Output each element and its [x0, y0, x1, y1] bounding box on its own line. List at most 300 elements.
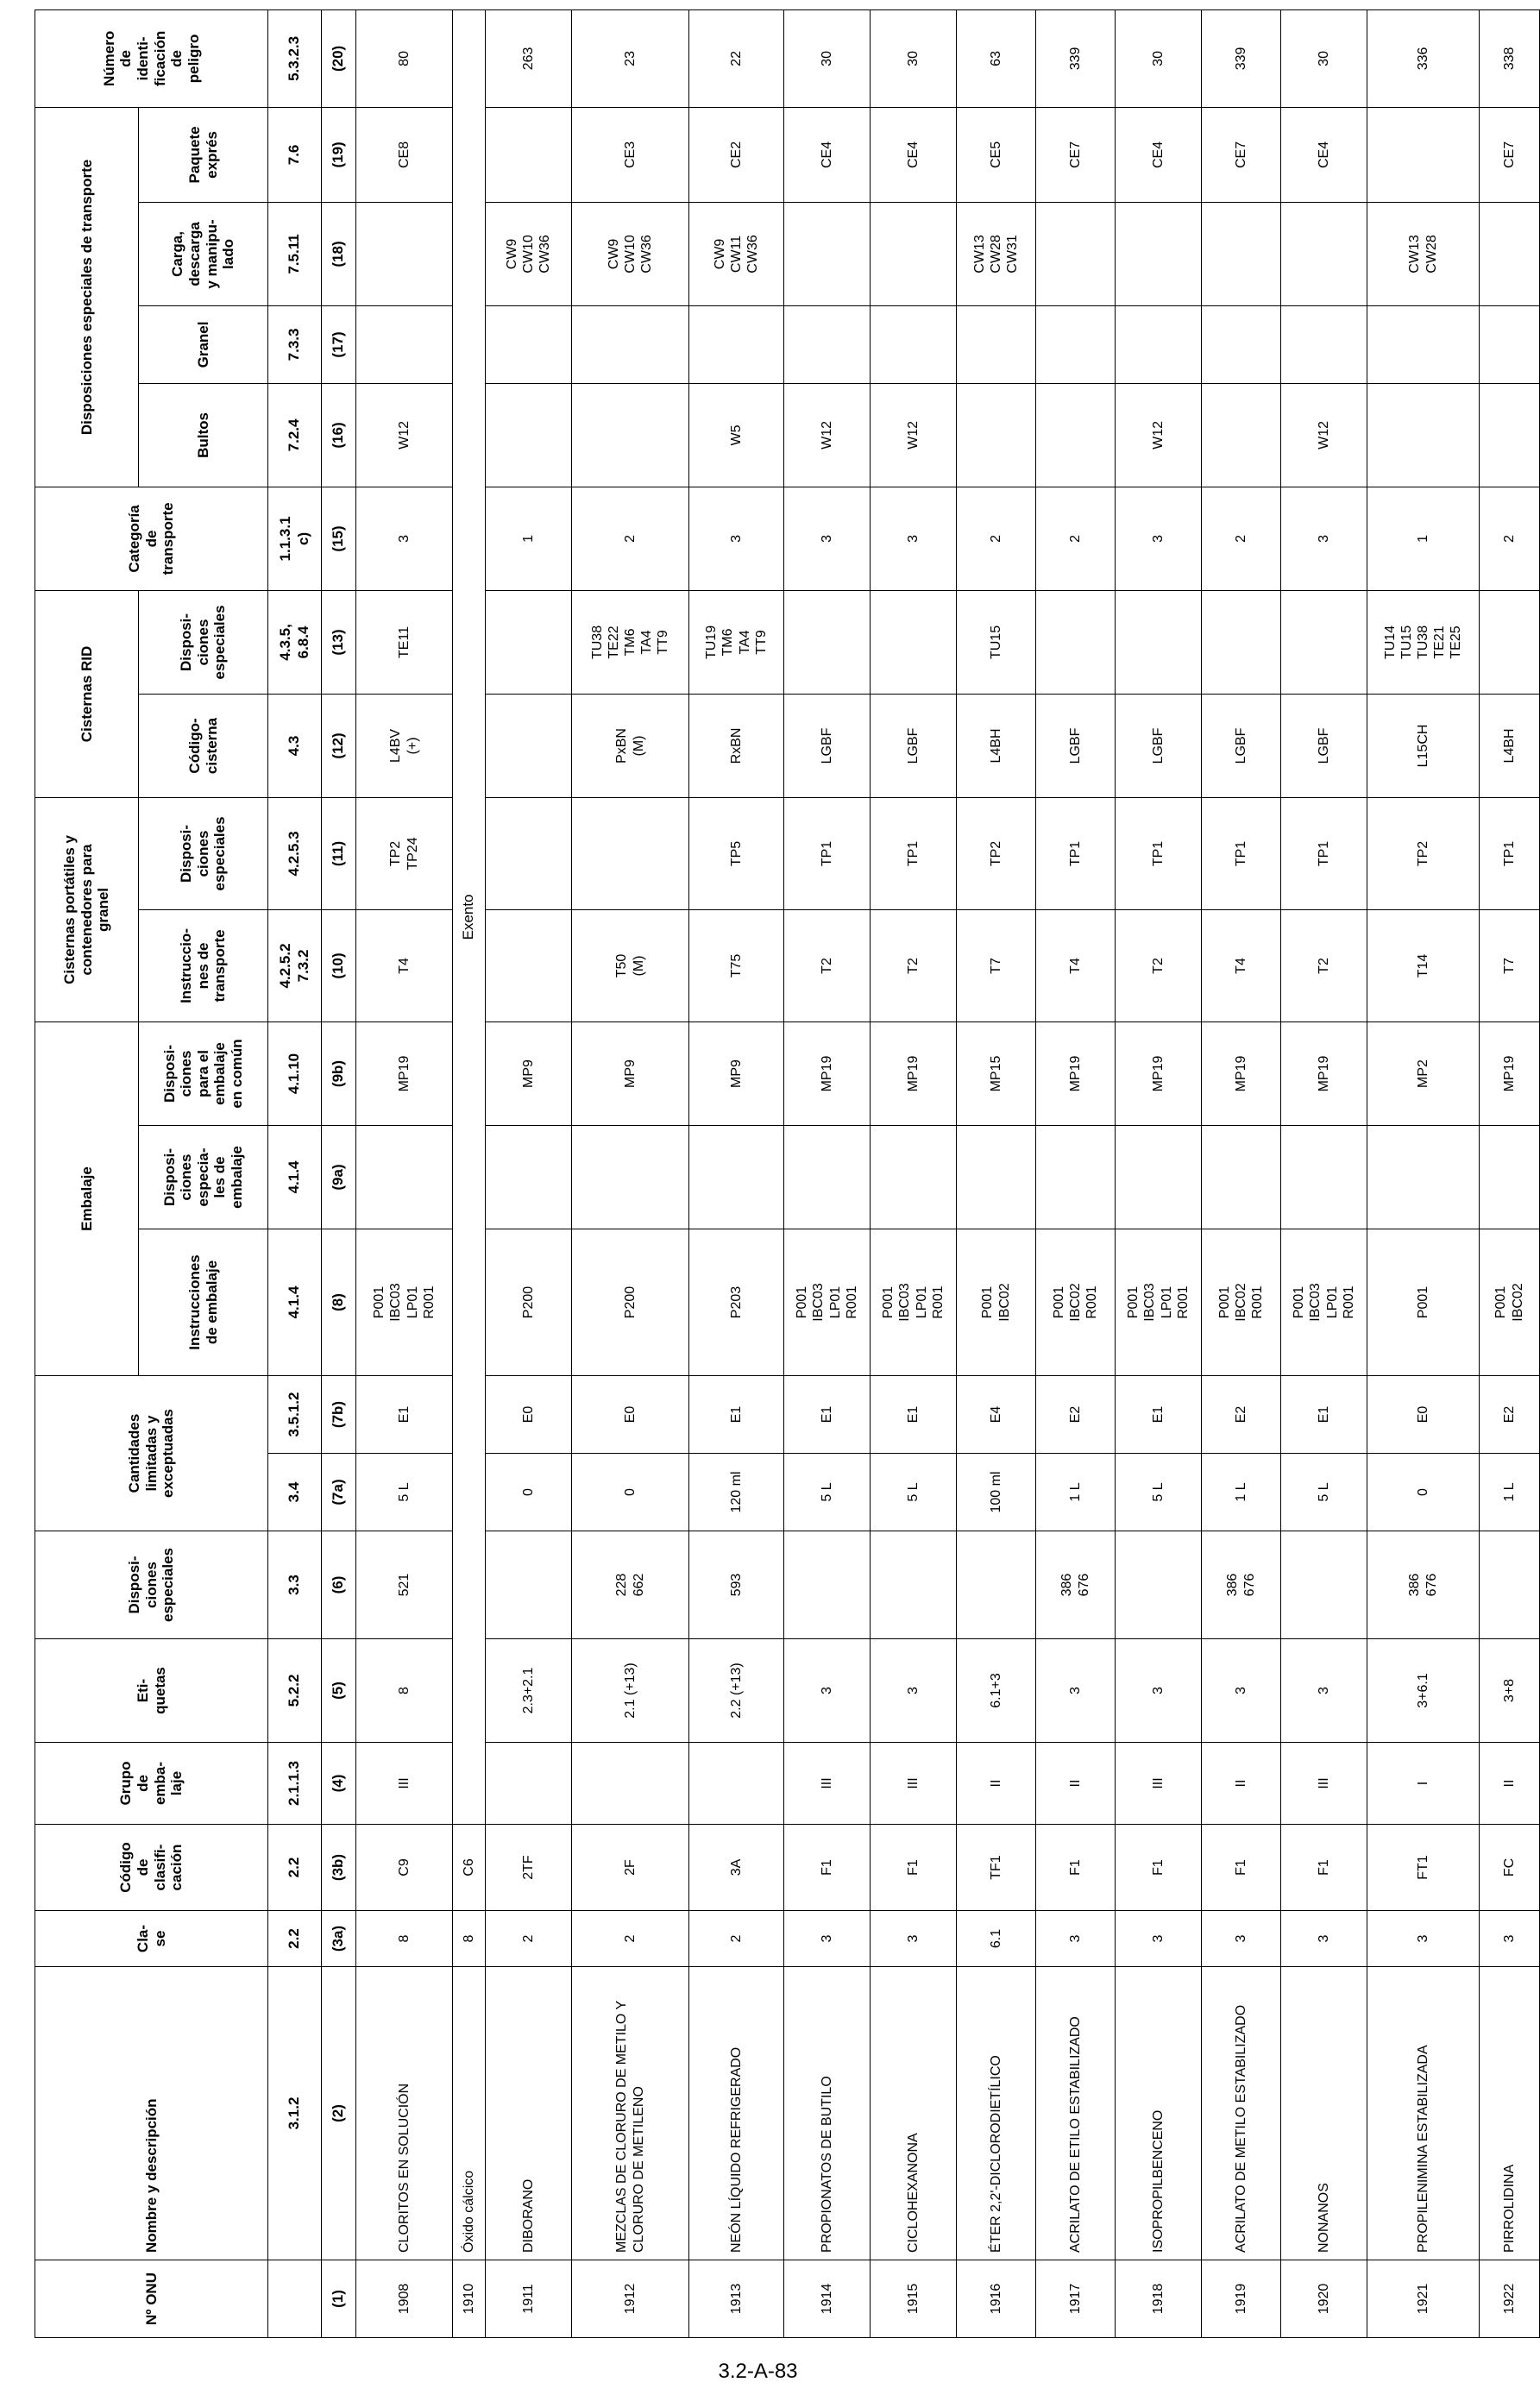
substance-name-cell: ISOPROPILBENCENO [1116, 1967, 1202, 2260]
cell-c10 [486, 909, 572, 1021]
col-cell: (18) [322, 202, 356, 305]
cell-c3a: 3 [1036, 1911, 1116, 1967]
cell-c9b: MP19 [1116, 1021, 1202, 1125]
cell-c16 [1480, 383, 1540, 487]
cell-c17 [871, 305, 957, 383]
cell-c3a: 3 [1281, 1911, 1367, 1967]
cell-c8: P001 IBC02 R001 [1202, 1229, 1281, 1376]
cell-c7a: 120 ml [689, 1454, 784, 1531]
header-class: Cla- se [35, 1911, 268, 1967]
cell-c10: T4 [1202, 909, 1281, 1021]
cell-c15: 1 [1367, 487, 1480, 590]
cell-c5: 3 [1116, 1639, 1202, 1743]
cell-c7a: 0 [486, 1454, 572, 1531]
cell-c4: II [957, 1743, 1036, 1825]
cell-c7a: 1 L [1202, 1454, 1281, 1531]
col-cell: (16) [322, 383, 356, 487]
col-cell: (15) [322, 487, 356, 590]
cell-c7b: E4 [957, 1376, 1036, 1454]
cell-c13: TU38 TE22 TM6 TA4 TT9 [572, 590, 689, 694]
cell-c4 [689, 1743, 784, 1825]
un-number-cell: 1912 [572, 2260, 689, 2338]
header-name-description: Nombre y descripción [35, 1967, 268, 2260]
cell-c3a: 3 [871, 1911, 957, 1967]
cell-c11: TP1 [1116, 797, 1202, 909]
cell-c18 [356, 202, 453, 305]
header-packages: Bultos [139, 383, 268, 487]
cell-c11: TP2 [957, 797, 1036, 909]
header-rid-tanks: Cisternas RID [35, 590, 139, 797]
cell-c16: W12 [1281, 383, 1367, 487]
cell-c6: 386 676 [1367, 1531, 1480, 1639]
cell-c13 [1036, 590, 1116, 694]
cell-c7a: 5 L [1281, 1454, 1367, 1531]
header-transport-instructions: Instruccio- nes de transporte [139, 909, 268, 1021]
substance-name-cell: PIRROLIDINA [1480, 1967, 1540, 2260]
header-express-parcel: Paquete exprés [139, 107, 268, 202]
cell-c16 [1202, 383, 1281, 487]
cell-c7a: 5 L [1116, 1454, 1202, 1531]
cell-c20: 22 [689, 9, 784, 107]
cell-c5: 3 [784, 1639, 871, 1743]
table-row [572, 9, 689, 2337]
exempt-cell: Exento [453, 9, 486, 1824]
cell-c8: P001 IBC03 LP01 R001 [871, 1229, 957, 1376]
cell-c19: CE4 [784, 107, 871, 202]
cell-c11: TP1 [1480, 797, 1540, 909]
cell-c6: 386 676 [1036, 1531, 1116, 1639]
cell-c9a [1480, 1126, 1540, 1229]
table-row [957, 9, 1036, 2337]
cell-c13 [1281, 590, 1367, 694]
cell-c9a [1202, 1126, 1281, 1229]
un-number-cell: 1913 [689, 2260, 784, 2338]
cell-c7b: E0 [572, 1376, 689, 1454]
cell-c9b: MP19 [871, 1021, 957, 1125]
cell-c7a: 0 [572, 1454, 689, 1531]
cell-c19: CE5 [957, 107, 1036, 202]
cell-c19: CE4 [871, 107, 957, 202]
cell-c3a: 3 [1202, 1911, 1281, 1967]
cell-c10: T4 [356, 909, 453, 1021]
col-cell: (4) [322, 1743, 356, 1825]
cell-c8: P203 [689, 1229, 784, 1376]
substance-name-cell: ACRILATO DE ETILO ESTABILIZADO [1036, 1967, 1116, 2260]
substance-name-cell: ACRILATO DE METILO ESTABILIZADO [1202, 1967, 1281, 2260]
ref-cell: 4.3.5, 6.8.4 [268, 590, 322, 694]
col-cell: (5) [322, 1639, 356, 1743]
table-row [871, 9, 957, 2337]
cell-c12: LGBF [784, 694, 871, 797]
cell-c15: 1 [486, 487, 572, 590]
ref-cell: 2.1.1.3 [268, 1743, 322, 1825]
cell-c15: 3 [784, 487, 871, 590]
cell-c7b: E0 [486, 1376, 572, 1454]
cell-c20: 23 [572, 9, 689, 107]
cell-c19: CE4 [1116, 107, 1202, 202]
cell-c19 [1367, 107, 1480, 202]
cell-c9a [871, 1126, 957, 1229]
cell-c3a: 2 [486, 1911, 572, 1967]
col-cell: (11) [322, 797, 356, 909]
cell-c5: 3 [1036, 1639, 1116, 1743]
cell-c19: CE7 [1036, 107, 1116, 202]
cell-c6 [957, 1531, 1036, 1639]
un-number-cell: 1910 [453, 2260, 486, 2338]
ref-cell: 1.1.3.1 c) [268, 487, 322, 590]
cell-c20: 30 [871, 9, 957, 107]
cell-c18 [1281, 202, 1367, 305]
ref-cell: 3.4 [268, 1454, 322, 1531]
cell-c8: P200 [486, 1229, 572, 1376]
cell-c16: W12 [871, 383, 957, 487]
cell-c4: III [356, 1743, 453, 1825]
cell-c7a: 100 ml [957, 1454, 1036, 1531]
cell-c18: CW13 CW28 CW31 [957, 202, 1036, 305]
cell-c20: 336 [1367, 9, 1480, 107]
cell-c19 [486, 107, 572, 202]
cell-c16 [1367, 383, 1480, 487]
cell-c13 [1202, 590, 1281, 694]
cell-c10: T4 [1036, 909, 1116, 1021]
ref-cell: 3.3 [268, 1531, 322, 1639]
cell-c13: TU14 TU15 TU38 TE21 TE25 [1367, 590, 1480, 694]
header-classification-code: Código de clasifi- cación [35, 1825, 268, 1911]
cell-c15: 3 [1281, 487, 1367, 590]
cell-c13: TU15 [957, 590, 1036, 694]
cell-c11: TP1 [784, 797, 871, 909]
cell-c18 [871, 202, 957, 305]
cell-c11 [486, 797, 572, 909]
cell-c5: 3 [871, 1639, 957, 1743]
substance-name-cell: MEZCLAS DE CLORURO DE METILO Y CLORURO DE METILENO [572, 1967, 689, 2260]
cell-c3a: 3 [784, 1911, 871, 1967]
un-number-cell: 1921 [1367, 2260, 1480, 2338]
cell-c11: TP1 [871, 797, 957, 909]
cell-c18: CW9 CW10 CW36 [572, 202, 689, 305]
cell-c19: CE7 [1480, 107, 1540, 202]
cell-c13 [871, 590, 957, 694]
cell-c9a [784, 1126, 871, 1229]
cell-c19: CE2 [689, 107, 784, 202]
cell-c12: PxBN (M) [572, 694, 689, 797]
cell-c17 [1116, 305, 1202, 383]
header-portable-tanks: Cisternas portátiles y contenedores para granel [35, 797, 139, 1021]
cell-c6 [871, 1531, 957, 1639]
cell-c3a: 3 [1367, 1911, 1480, 1967]
cell-c13: TE11 [356, 590, 453, 694]
cell-c12: L4BV (+) [356, 694, 453, 797]
cell-c17 [689, 305, 784, 383]
un-number-cell: 1911 [486, 2260, 572, 2338]
cell-c9a [957, 1126, 1036, 1229]
cell-c19: CE7 [1202, 107, 1281, 202]
cell-c17 [572, 305, 689, 383]
cell-c17 [1367, 305, 1480, 383]
cell-c7b: E2 [1202, 1376, 1281, 1454]
cell-c5: 3 [1202, 1639, 1281, 1743]
cell-c4 [486, 1743, 572, 1825]
cell-c3b: TF1 [957, 1825, 1036, 1911]
ref-cell: 4.2.5.2 7.3.2 [268, 909, 322, 1021]
cell-c7b: E1 [689, 1376, 784, 1454]
cell-c10: T2 [1281, 909, 1367, 1021]
header-packing-instructions: Instrucciones de embalaje [139, 1229, 268, 1376]
cell-c16 [957, 383, 1036, 487]
header-special-packing-provisions: Disposi- ciones especia- les de embalaje [139, 1126, 268, 1229]
header-bulk: Granel [139, 305, 268, 383]
cell-c11: TP1 [1036, 797, 1116, 909]
cell-c7a: 5 L [356, 1454, 453, 1531]
header-tank-code: Código- cisterna [139, 694, 268, 797]
col-cell: (8) [322, 1229, 356, 1376]
cell-c7b: E1 [871, 1376, 957, 1454]
cell-c5: 3+6.1 [1367, 1639, 1480, 1743]
cell-c5: 3 [1281, 1639, 1367, 1743]
cell-c13 [1116, 590, 1202, 694]
cell-c9b: MP19 [784, 1021, 871, 1125]
substance-name-cell: DIBORANO [486, 1967, 572, 2260]
col-cell: (6) [322, 1531, 356, 1639]
cell-c15: 2 [1202, 487, 1281, 590]
col-cell: (17) [322, 305, 356, 383]
cell-c4: III [1116, 1743, 1202, 1825]
cell-c9a [572, 1126, 689, 1229]
ref-cell: 2.2 [268, 1825, 322, 1911]
cell-c15: 3 [689, 487, 784, 590]
cell-c9a [356, 1126, 453, 1229]
col-cell: (3a) [322, 1911, 356, 1967]
ref-cell: 4.3 [268, 694, 322, 797]
cell-c7b: E1 [784, 1376, 871, 1454]
ref-cell: 4.1.4 [268, 1126, 322, 1229]
col-cell: (13) [322, 590, 356, 694]
cell-c3b: 2F [572, 1825, 689, 1911]
cell-c18 [1116, 202, 1202, 305]
cell-c10: T2 [1116, 909, 1202, 1021]
cell-c12: LGBF [871, 694, 957, 797]
ref-cell: 4.2.5.3 [268, 797, 322, 909]
cell-c9b: MP19 [356, 1021, 453, 1125]
cell-c8: P001 IBC03 LP01 R001 [1281, 1229, 1367, 1376]
cell-c18: CW9 CW10 CW36 [486, 202, 572, 305]
cell-c17 [356, 305, 453, 383]
cell-c11: TP1 [1202, 797, 1281, 909]
cell-c17 [957, 305, 1036, 383]
ref-cell: 2.2 [268, 1911, 322, 1967]
un-number-cell: 1908 [356, 2260, 453, 2338]
col-cell: (20) [322, 9, 356, 107]
cell-c7a: 5 L [871, 1454, 957, 1531]
cell-c9b: MP9 [486, 1021, 572, 1125]
cell-c5: 2.2 (+13) [689, 1639, 784, 1743]
header-hazard-number: Número de identi- ficación de peligro [35, 9, 268, 107]
cell-c3a: 2 [572, 1911, 689, 1967]
cell-c20: 339 [1036, 9, 1116, 107]
cell-c3b: FT1 [1367, 1825, 1480, 1911]
ref-cell: 7.5.11 [268, 202, 322, 305]
cell-c20: 30 [1281, 9, 1367, 107]
cell-c10: T2 [784, 909, 871, 1021]
cell-c3a: 8 [356, 1911, 453, 1967]
cell-c16 [486, 383, 572, 487]
cell-c7b: E2 [1036, 1376, 1116, 1454]
cell-c12 [486, 694, 572, 797]
cell-c9a [1281, 1126, 1367, 1229]
cell-c12: L15CH [1367, 694, 1480, 797]
cell-c9a [486, 1126, 572, 1229]
header-limited-quantities: Cantidades limitadas y exceptuadas [35, 1376, 268, 1531]
cell-c18: CW13 CW28 [1367, 202, 1480, 305]
table-row [784, 9, 871, 2337]
substance-name-cell: PROPILENIMINA ESTABILIZADA [1367, 1967, 1480, 2260]
cell-c11: TP2 [1367, 797, 1480, 909]
cell-c8: P001 IBC03 LP01 R001 [784, 1229, 871, 1376]
cell-c16: W12 [1116, 383, 1202, 487]
cell-c5: 2.3+2.1 [486, 1639, 572, 1743]
cell-c9b: MP15 [957, 1021, 1036, 1125]
cell-c6: 521 [356, 1531, 453, 1639]
cell-c3b: 2TF [486, 1825, 572, 1911]
cell-c7b: E1 [356, 1376, 453, 1454]
cell-c15: 2 [572, 487, 689, 590]
ref-cell: 7.2.4 [268, 383, 322, 487]
cell-c9b: MP19 [1036, 1021, 1116, 1125]
cell-c3b: F1 [1281, 1825, 1367, 1911]
header-rid-special-provisions: Disposi- ciones especiales [139, 590, 268, 694]
cell-c8: P001 IBC02 [1480, 1229, 1540, 1376]
cell-c3b: 3A [689, 1825, 784, 1911]
cell-c6: 386 676 [1202, 1531, 1281, 1639]
cell-c17 [784, 305, 871, 383]
table-row [486, 9, 572, 2337]
cell-c18 [784, 202, 871, 305]
col-cell: (2) [322, 1967, 356, 2260]
cell-c3b: C9 [356, 1825, 453, 1911]
cell-c12: LGBF [1116, 694, 1202, 797]
cell-c13 [486, 590, 572, 694]
cell-c9b: MP19 [1480, 1021, 1540, 1125]
cell-c3a: 2 [689, 1911, 784, 1967]
cell-c7b: E2 [1480, 1376, 1540, 1454]
cell-c11: TP1 [1281, 797, 1367, 909]
cell-c9b: MP19 [1281, 1021, 1367, 1125]
cell-c4: III [784, 1743, 871, 1825]
cell-c11 [572, 797, 689, 909]
cell-c16 [572, 383, 689, 487]
cell-c9a [689, 1126, 784, 1229]
cell-c6 [1281, 1531, 1367, 1639]
cell-c18 [1202, 202, 1281, 305]
substance-name-cell: CLORITOS EN SOLUCIÓN [356, 1967, 453, 2260]
cell-c20: 80 [356, 9, 453, 107]
cell-c8: P001 IBC02 R001 [1036, 1229, 1116, 1376]
ref-cell: 5.2.2 [268, 1639, 322, 1743]
col-cell: (9a) [322, 1126, 356, 1229]
cell-c3b: F1 [1202, 1825, 1281, 1911]
table-row [1202, 9, 1281, 2337]
cell-c4: II [1036, 1743, 1116, 1825]
ref-cell: 4.1.10 [268, 1021, 322, 1125]
un-number-cell: 1915 [871, 2260, 957, 2338]
cell-c12: LGBF [1036, 694, 1116, 797]
header-special-provisions: Disposi- ciones especiales [35, 1531, 268, 1639]
cell-c6: 228 662 [572, 1531, 689, 1639]
cell-c17 [1480, 305, 1540, 383]
cell-c9b: MP2 [1367, 1021, 1480, 1125]
col-cell: (3b) [322, 1825, 356, 1911]
col-cell: (9b) [322, 1021, 356, 1125]
cell-c13 [1480, 590, 1540, 694]
page-number: 3.2-A-83 [718, 2360, 798, 2383]
cell-c20: 30 [784, 9, 871, 107]
header-tank-special-provisions: Disposi- ciones especiales [139, 797, 268, 909]
table-row [1367, 9, 1480, 2337]
un-number-cell: 1916 [957, 2260, 1036, 2338]
cell-c3a: 3 [1116, 1911, 1202, 1967]
cell-c9b: MP19 [1202, 1021, 1281, 1125]
cell-c7b: E1 [1281, 1376, 1367, 1454]
cell-c19: CE3 [572, 107, 689, 202]
cell-c8: P001 [1367, 1229, 1480, 1376]
cell-c9a [1367, 1126, 1480, 1229]
cell-c5: 3+8 [1480, 1639, 1540, 1743]
table-row [1036, 9, 1116, 2337]
cell-c3a: 8 [453, 1911, 486, 1967]
col-cell: (7b) [322, 1376, 356, 1454]
cell-c4 [572, 1743, 689, 1825]
cell-c20: 263 [486, 9, 572, 107]
cell-c12: RxBN [689, 694, 784, 797]
cell-c3a: 3 [1480, 1911, 1540, 1967]
header-transport-category: Categoría de transporte [35, 487, 268, 590]
header-un-number: Nº ONU [35, 2260, 268, 2338]
col-row [322, 9, 356, 2337]
un-number-cell: 1918 [1116, 2260, 1202, 2338]
dangerous-goods-table [35, 9, 1540, 2338]
cell-c9b: MP9 [572, 1021, 689, 1125]
cell-c13: TU19 TM6 TA4 TT9 [689, 590, 784, 694]
cell-c13 [784, 590, 871, 694]
cell-c3a: 6.1 [957, 1911, 1036, 1967]
cell-c15: 3 [871, 487, 957, 590]
cell-c7a: 1 L [1036, 1454, 1116, 1531]
cell-c17 [1281, 305, 1367, 383]
cell-c12: LGBF [1281, 694, 1367, 797]
header-special-transport-provisions: Disposiciones especiales de transporte [35, 107, 139, 487]
cell-c6 [784, 1531, 871, 1639]
ref-cell: 4.1.4 [268, 1229, 322, 1376]
ref-cell [268, 2260, 322, 2338]
table-row [1281, 9, 1367, 2337]
cell-c5: 6.1+3 [957, 1639, 1036, 1743]
rotated-table-container [35, 19, 1525, 2338]
cell-c4: III [1281, 1743, 1367, 1825]
cell-c19: CE8 [356, 107, 453, 202]
cell-c15: 2 [957, 487, 1036, 590]
cell-c4: III [871, 1743, 957, 1825]
cell-c9b: MP9 [689, 1021, 784, 1125]
cell-c8: P001 IBC03 LP01 R001 [1116, 1229, 1202, 1376]
col-cell: (19) [322, 107, 356, 202]
cell-c20: 63 [957, 9, 1036, 107]
ref-cell: 7.6 [268, 107, 322, 202]
un-number-cell: 1922 [1480, 2260, 1540, 2338]
substance-name-cell: NONANOS [1281, 1967, 1367, 2260]
cell-c20: 339 [1202, 9, 1281, 107]
cell-c19: CE4 [1281, 107, 1367, 202]
header-mixed-packing-provisions: Disposi- ciones para el embalaje en común [139, 1021, 268, 1125]
